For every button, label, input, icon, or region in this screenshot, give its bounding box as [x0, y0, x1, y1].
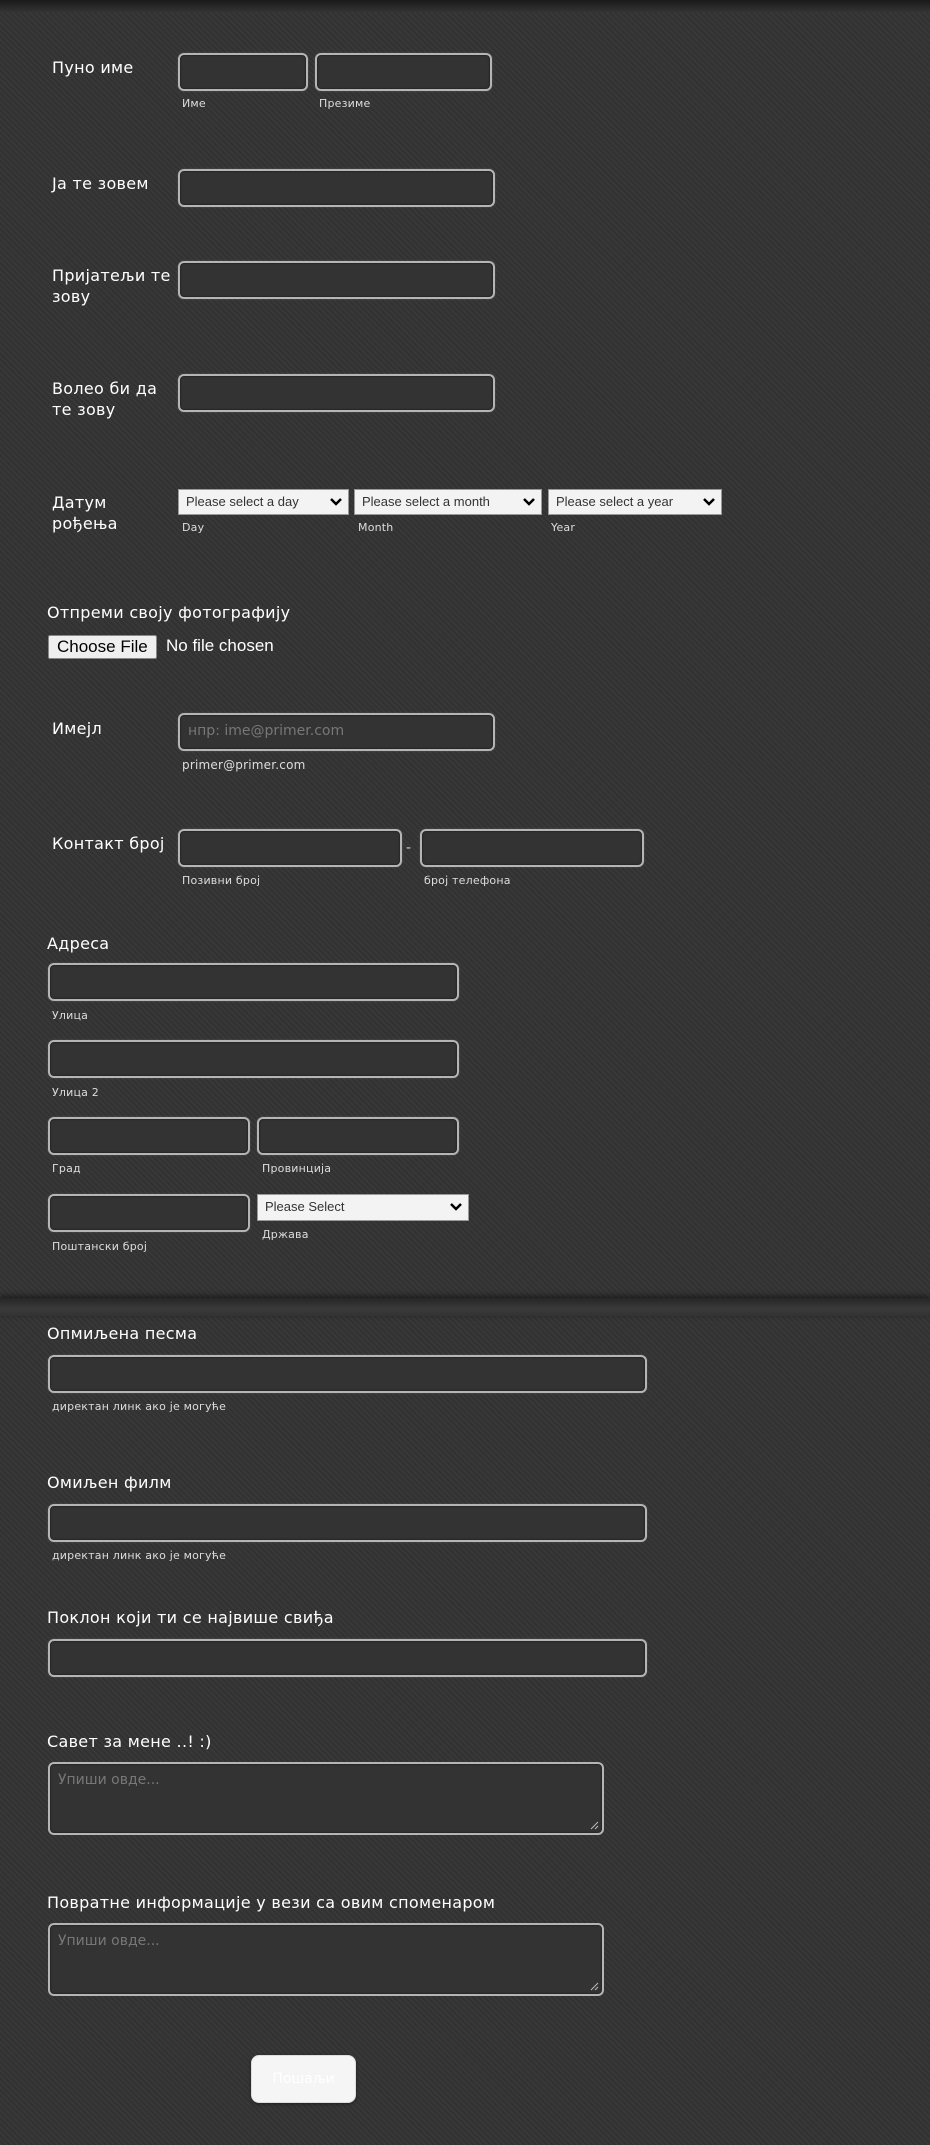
first-name-sublabel: Име: [182, 97, 206, 110]
email-label: Имејл: [52, 719, 103, 738]
favorite-song-sublabel: директан линк ако је могуће: [52, 1400, 227, 1413]
country-select[interactable]: [257, 1194, 469, 1221]
address-label: Адреса: [47, 934, 110, 953]
street2-sublabel: Улица 2: [52, 1086, 100, 1099]
favorite-song-input[interactable]: [48, 1355, 647, 1393]
favorite-gift-label: Поклон који ти се највише свиђа: [47, 1608, 334, 1627]
province-input[interactable]: [257, 1117, 459, 1155]
city-sublabel: Град: [52, 1162, 81, 1175]
i-call-you-input[interactable]: [178, 169, 495, 207]
month-sublabel: Month: [358, 521, 394, 534]
postal-code-sublabel: Поштански број: [52, 1240, 148, 1253]
photo-upload-label: Отпреми своју фотографију: [47, 603, 291, 622]
street-input[interactable]: [48, 963, 459, 1001]
feedback-label: Повратне информације у вези са овим споменаром: [47, 1893, 496, 1912]
phone-separator: -: [406, 840, 412, 856]
birth-day-value: Please select a day: [186, 494, 299, 509]
area-code-sublabel: Позивни број: [182, 874, 261, 887]
submit-button[interactable]: Пошаљи: [251, 2055, 356, 2103]
favorite-movie-label: Омиљен филм: [47, 1473, 172, 1492]
friends-call-you-label: Пријатељи те зову: [52, 266, 171, 306]
phone-number-sublabel: број телефона: [424, 874, 511, 887]
email-input[interactable]: нпр: ime@primer.com: [178, 713, 495, 751]
like-to-be-called-label: Волео би да те зову: [52, 379, 158, 419]
favorite-gift-input[interactable]: [48, 1639, 647, 1677]
full-name-label: Пуно име: [52, 58, 134, 77]
feedback-placeholder: Упиши овде...: [58, 1933, 160, 1949]
email-sublabel: primer@primer.com: [182, 758, 306, 772]
country-select-value: Please Select: [265, 1199, 345, 1214]
like-to-be-called-input[interactable]: [178, 374, 495, 412]
advice-label: Савет за мене ..! :): [47, 1732, 212, 1751]
province-sublabel: Провинција: [262, 1162, 332, 1175]
first-name-input[interactable]: [178, 53, 308, 91]
year-sublabel: Year: [551, 521, 576, 534]
day-sublabel: Day: [182, 521, 205, 534]
last-name-sublabel: Презиме: [319, 97, 371, 110]
last-name-input[interactable]: [315, 53, 492, 91]
advice-placeholder: Упиши овде...: [58, 1772, 160, 1788]
birth-day-select[interactable]: [178, 489, 349, 515]
friends-call-you-input[interactable]: [178, 261, 495, 299]
birth-year-value: Please select a year: [556, 494, 674, 509]
postal-code-input[interactable]: [48, 1194, 250, 1232]
street2-input[interactable]: [48, 1040, 459, 1078]
country-sublabel: Држава: [262, 1228, 309, 1241]
birth-month-select[interactable]: [354, 489, 542, 515]
feedback-textarea[interactable]: [48, 1923, 604, 1996]
phone-label: Контакт број: [52, 834, 165, 853]
favorite-movie-input[interactable]: [48, 1504, 647, 1542]
top-bar: [0, 0, 930, 12]
chevron-down-icon: [449, 1198, 463, 1216]
birth-year-select[interactable]: [548, 489, 722, 515]
favorite-song-label: Опмиљена песма: [47, 1324, 198, 1343]
chevron-down-icon: [522, 493, 536, 511]
phone-number-input[interactable]: [420, 829, 644, 867]
area-code-input[interactable]: [178, 829, 402, 867]
i-call-you-label: Ја те зовем: [52, 174, 149, 193]
chevron-down-icon: [702, 493, 716, 511]
chevron-down-icon: [329, 493, 343, 511]
birth-month-value: Please select a month: [362, 494, 490, 509]
favorite-movie-sublabel: директан линк ако је могуће: [52, 1549, 227, 1562]
file-status-text: No file chosen: [166, 636, 274, 655]
advice-textarea[interactable]: [48, 1762, 604, 1835]
birth-date-label: Датум рођења: [52, 493, 118, 533]
choose-file-button[interactable]: Choose File: [48, 635, 157, 659]
section-divider: [0, 1298, 930, 1316]
street-sublabel: Улица: [52, 1009, 89, 1022]
city-input[interactable]: [48, 1117, 250, 1155]
resize-grip-icon: [590, 1821, 599, 1830]
resize-grip-icon: [590, 1982, 599, 1991]
